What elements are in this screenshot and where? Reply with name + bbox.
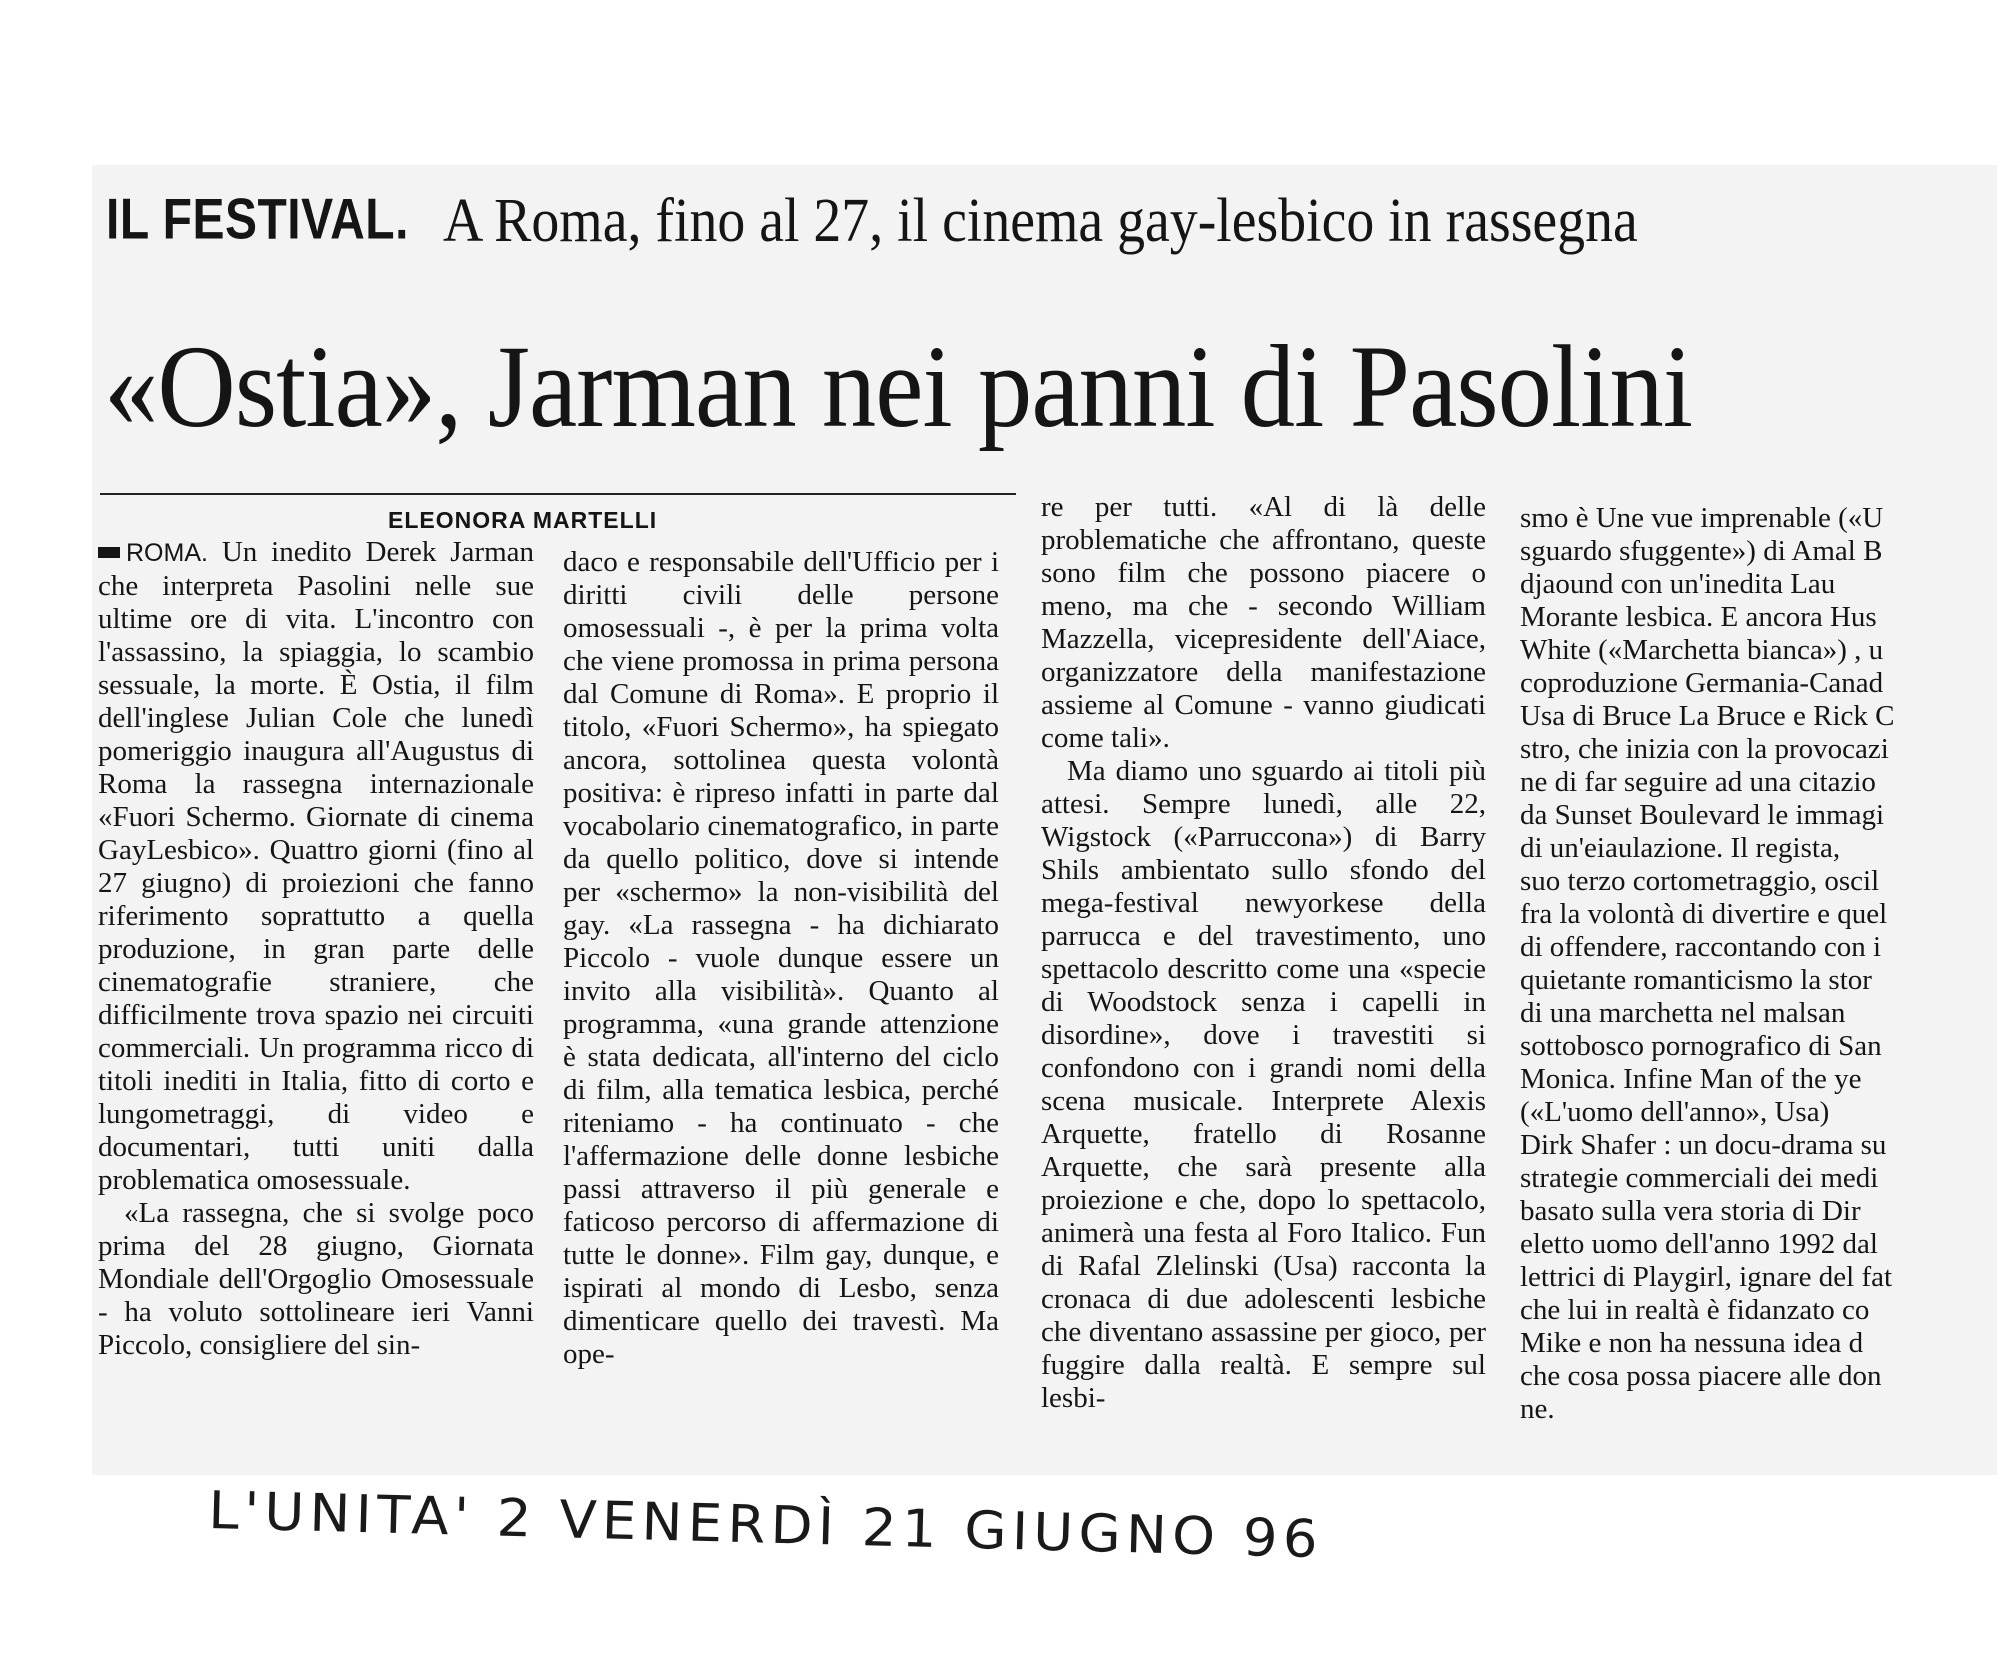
article-paragraph: daco e responsabile dell'Ufficio per i diritti civili delle persone omosessuali -, è per la prima volta che viene promossa in prima persona dal Comune di Roma». E proprio il titolo, «Fuori Schermo», ha spiegato ancora, sottolinea questa volontà positiva: è ripreso infatti in parte dal vocabolario cinematografico, in parte da quello politico, dove si intende per «schermo» la non-visibilità del gay. «La rassegna - ha dichiarato Piccolo - vuole dunque essere un invito alla visibilità». Quanto al programma, «una grande attenzione è stata dedicata, all'interno del ciclo di film, alla tematica lesbica, perché riteniamo - ha continuato - che l'affermazione delle donne lesbiche passi attraverso il più generale e faticoso percorso di affermazione di tutte le donne». Film gay, dunque, e ispirati al mondo di Lesbo, senza dimenticare quello dei travestì. Ma ope-	[563, 546, 999, 1370]
headline: «Ostia», Jarman nei panni di Pasolini	[104, 321, 1693, 452]
article-paragraph: Ma diamo uno sguardo ai titoli più attesi. Sempre lunedì, alle 22, Wigstock («Parruccona») di Barry Shils ambientato sullo sfondo del mega-festival newyorkese della parrucca e del travestimento, uno spettacolo descritto come una «specie di Woodstock senza i capelli in disordine», dove i travestiti si confondono con i grandi nomi della scena musicale. Interprete Alexis Arquette, fratello di Rosanne Arquette, che sarà presente alla proiezione e che, dopo lo spettacolo, animerà una festa al Foro Italico. Fun di Rafal Zlelinski (Usa) racconta la cronaca di due adolescenti lesbiche che diventano assassine per gioco, per fuggire dalla realtà. E sempre sul lesbi-	[1041, 755, 1486, 1414]
article-column-4: smo è Une vue imprenable («U sguardo sfuggente») di Amal B djaound con un'inedita Lau Morante lesbica. E ancora Hus White («Marchetta bianca») , u coproduzione Germania-Canad Usa di Bruce La Bruce e Rick C stro, che inizia con la provocazi ne di far seguire ad una citazio da Sunset Boulevard le immagi di un'eiaulazione. Il regista, suo terzo cortometraggio, oscil fra la volontà di divertire e quel di offendere, raccontando con i quietante romanticismo la stor di una marchetta nel malsan sottobosco pornografico di San Monica. Infine Man of the ye («L'uomo dell'anno», Usa) Dirk Shafer : un docu-drama su strategie commerciali dei medi basato sulla vera storia di Dir eletto uomo dell'anno 1992 dal lettrici di Playgirl, ignare del fat che lui in realtà è fidanzato co Mike e non ha nessuna idea d che cosa possa piacere alle don ne.	[1520, 502, 1895, 1425]
handwritten-source-note: L'UNITA' 2 VENERDÌ 21 GIUGNO 96	[207, 1481, 1324, 1571]
article-paragraph	[98, 536, 534, 1197]
byline: ELEONORA MARTELLI	[388, 507, 658, 533]
article-column-2	[563, 546, 999, 1446]
kicker	[106, 186, 1906, 296]
paragraph-text: Un inedito Derek Jarman che interpreta Pasolini nelle sue ultime ore di vita. L'incontro con l'assassino, la spiaggia, lo scambio sessuale, la morte. È Ostia, il film dell'inglese Julian Cole che lunedì pomeriggio inaugura all'Augustus di Roma la rassegna internazionale «Fuori Schermo. Giornate di cinema GayLesbico». Quattro giorni (fino al 27 giugno) di proiezioni che fanno riferimento soprattutto a quella produzione, in gran parte delle cinematografie straniere, che difficilmente trova spazio nei circuiti commerciali. Un programma ricco di titoli inediti in Italia, fitto di corto e lungometraggi, di video e documentari, tutti uniti dalla problematica omosessuale.	[98, 536, 535, 1196]
dateline: ROMA.	[126, 539, 208, 567]
bullet-marker	[98, 547, 120, 558]
article-paragraph: «La rassegna, che si svolge poco prima del 28 giugno, Giornata Mondiale dell'Orgoglio Omosessuale - ha voluto sottolineare ieri Vanni Piccolo, consigliere del sin-	[98, 1197, 534, 1361]
article-column-3	[1041, 491, 1486, 1471]
divider	[100, 493, 1016, 495]
article-column-1	[98, 536, 535, 1361]
article-paragraph: re per tutti. «Al di là delle problematiche che affrontano, queste sono film che possono piacere o meno, ma che - secondo William Mazzella, vicepresidente dell'Aiace, organizzatore della manifestazione assieme al Comune - vanno giudicati come tali».	[1041, 491, 1486, 754]
kicker-subtitle: A Roma, fino al 27, il cinema gay-lesbico in rassegna	[442, 187, 1638, 255]
section-label: IL FESTIVAL.	[106, 188, 409, 252]
